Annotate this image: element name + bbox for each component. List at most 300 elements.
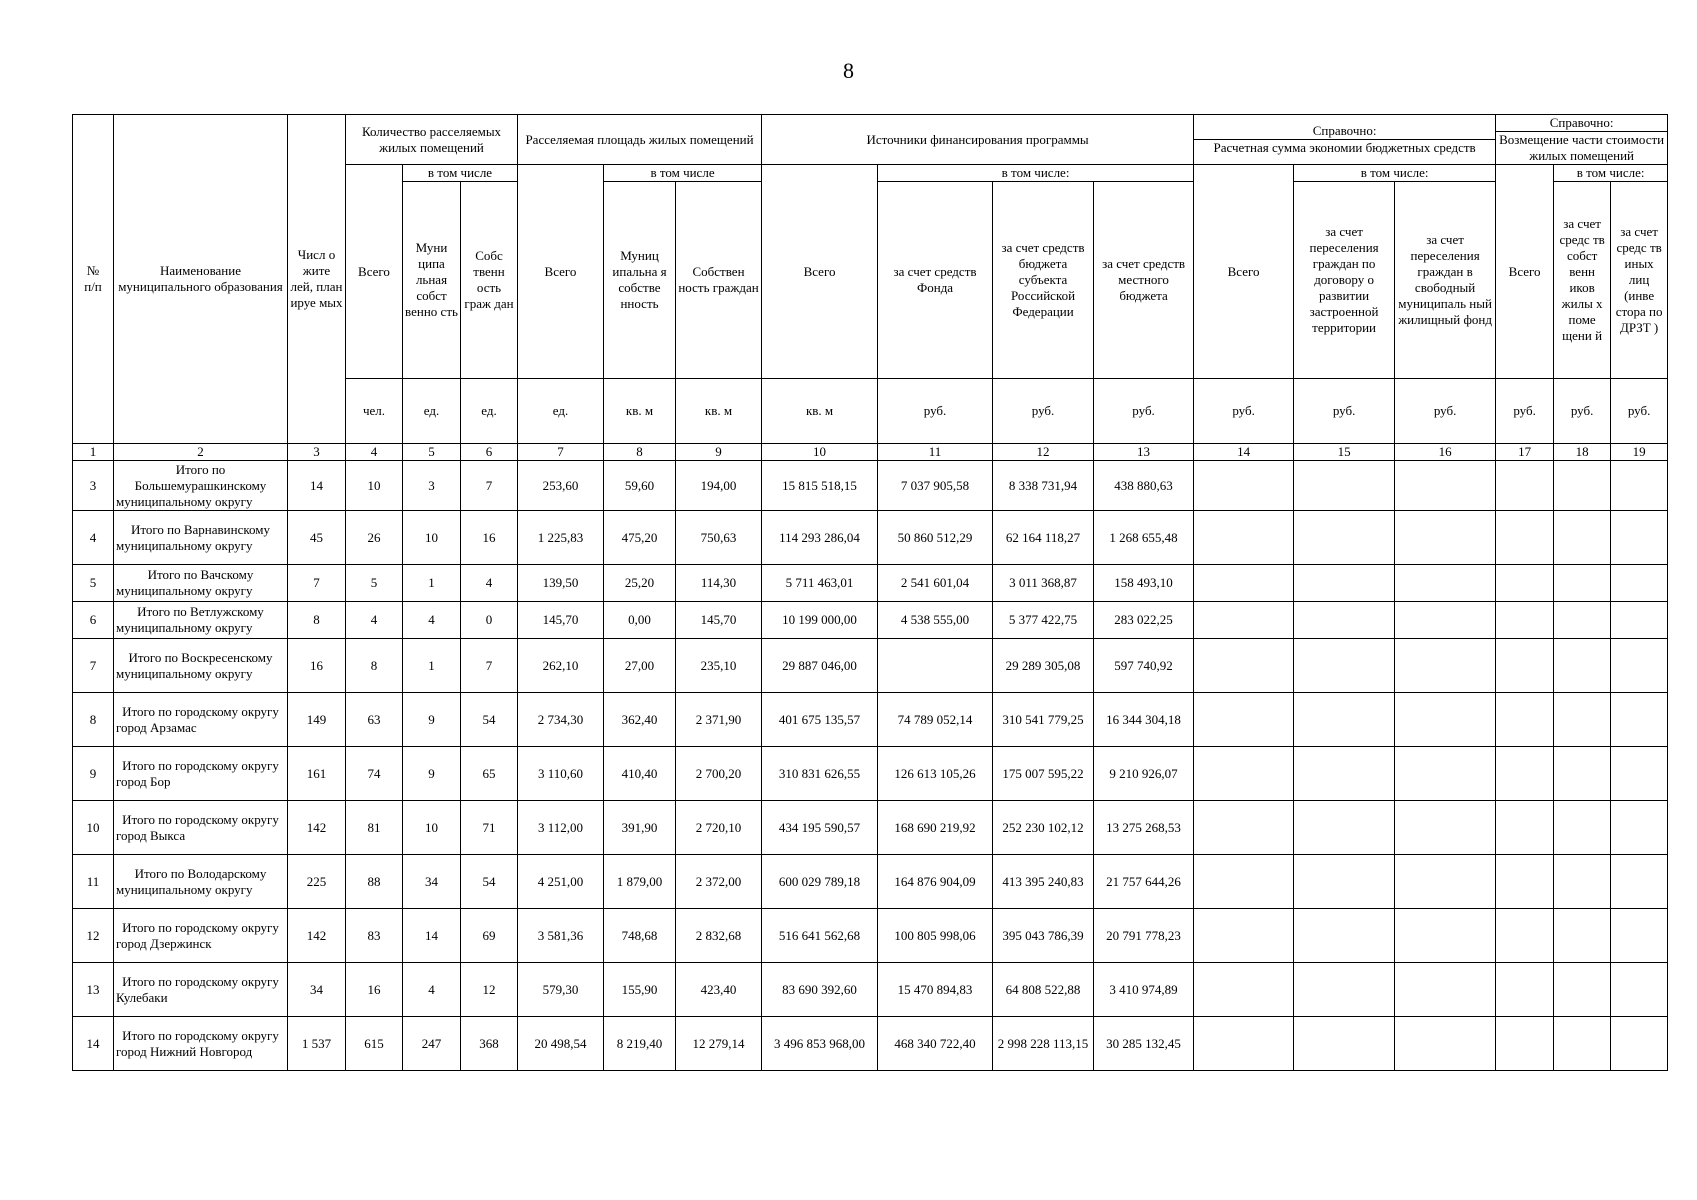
data-cell: 0 xyxy=(461,602,518,639)
data-cell xyxy=(1611,602,1668,639)
municipality-name: Итого по городскому округу город Выкса xyxy=(114,801,288,855)
row-number: 10 xyxy=(73,801,114,855)
data-cell xyxy=(1554,461,1611,511)
unit-cell: руб. xyxy=(1094,379,1194,444)
data-cell xyxy=(1611,461,1668,511)
data-cell: 175 007 595,22 xyxy=(993,747,1094,801)
data-cell xyxy=(1395,801,1496,855)
data-cell xyxy=(1395,511,1496,565)
data-cell: 368 xyxy=(461,1017,518,1071)
data-cell xyxy=(1294,1017,1395,1071)
data-cell xyxy=(1554,801,1611,855)
municipality-name: Итого по Воскресенскому муниципальному округу xyxy=(114,639,288,693)
data-cell: 71 xyxy=(461,801,518,855)
data-cell xyxy=(1294,639,1395,693)
data-cell xyxy=(1554,1017,1611,1071)
data-cell: 88 xyxy=(346,855,403,909)
data-cell: 74 789 052,14 xyxy=(878,693,993,747)
data-cell xyxy=(1395,747,1496,801)
data-cell xyxy=(1395,639,1496,693)
header-financing-group: Источники финансирования программы xyxy=(762,115,1194,165)
data-cell: 579,30 xyxy=(518,963,604,1017)
unit-cell: ед. xyxy=(461,379,518,444)
data-cell: 3 581,36 xyxy=(518,909,604,963)
data-cell xyxy=(1294,963,1395,1017)
data-cell: 3 496 853 968,00 xyxy=(762,1017,878,1071)
data-cell: 142 xyxy=(288,801,346,855)
data-cell: 8 xyxy=(288,602,346,639)
municipality-name: Итого по городскому округу город Нижний Новгород xyxy=(114,1017,288,1071)
data-cell: 5 711 463,01 xyxy=(762,565,878,602)
data-cell: 64 808 522,88 xyxy=(993,963,1094,1017)
header-area-group: Расселяемая площадь жилых помещений xyxy=(518,115,762,165)
unit-cell: кв. м xyxy=(676,379,762,444)
header-ref1-total: Всего xyxy=(1194,165,1294,379)
header-fin-total: Всего xyxy=(762,165,878,379)
data-cell xyxy=(1395,1017,1496,1071)
data-cell: 164 876 904,09 xyxy=(878,855,993,909)
unit-cell: руб. xyxy=(1611,379,1668,444)
data-cell xyxy=(1611,693,1668,747)
data-cell: 16 344 304,18 xyxy=(1094,693,1194,747)
data-cell: 1 225,83 xyxy=(518,511,604,565)
header-area-municipal: Муниц ипальна я собстве нность xyxy=(604,182,676,379)
data-cell: 29 289 305,08 xyxy=(993,639,1094,693)
data-cell xyxy=(1194,693,1294,747)
column-index-cell: 11 xyxy=(878,444,993,461)
data-cell: 145,70 xyxy=(518,602,604,639)
data-cell: 2 998 228 113,15 xyxy=(993,1017,1094,1071)
data-cell: 63 xyxy=(346,693,403,747)
header-qty-citizens: Собс твенн ость граж дан xyxy=(461,182,518,379)
reference-savings-title: Расчетная сумма экономии бюджетных средств xyxy=(1213,140,1476,155)
municipality-name: Итого по Варнавинскому муниципальному округу xyxy=(114,511,288,565)
column-index-cell: 1 xyxy=(73,444,114,461)
data-cell xyxy=(878,639,993,693)
data-cell: 100 805 998,06 xyxy=(878,909,993,963)
row-number: 5 xyxy=(73,565,114,602)
row-number: 9 xyxy=(73,747,114,801)
data-cell: 10 xyxy=(403,511,461,565)
data-cell: 74 xyxy=(346,747,403,801)
table-row xyxy=(73,693,1668,747)
data-cell: 8 219,40 xyxy=(604,1017,676,1071)
row-number: 11 xyxy=(73,855,114,909)
data-cell: 748,68 xyxy=(604,909,676,963)
data-cell: 26 xyxy=(346,511,403,565)
data-cell: 114,30 xyxy=(676,565,762,602)
data-cell xyxy=(1554,693,1611,747)
data-cell xyxy=(1496,963,1554,1017)
page-number: 8 xyxy=(843,58,854,83)
header-ref2-total: Всего xyxy=(1496,165,1554,379)
data-cell: 50 860 512,29 xyxy=(878,511,993,565)
header-fin-fund: за счет средств Фонда xyxy=(878,182,993,379)
data-cell xyxy=(1611,639,1668,693)
data-cell: 3 112,00 xyxy=(518,801,604,855)
data-cell: 1 537 xyxy=(288,1017,346,1071)
data-cell xyxy=(1194,855,1294,909)
data-cell: 83 xyxy=(346,909,403,963)
data-cell xyxy=(1496,693,1554,747)
municipality-name: Итого по Володарскому муниципальному округу xyxy=(114,855,288,909)
table-row xyxy=(73,747,1668,801)
data-cell: 597 740,92 xyxy=(1094,639,1194,693)
data-cell xyxy=(1395,461,1496,511)
column-index-cell: 7 xyxy=(518,444,604,461)
data-cell xyxy=(1294,909,1395,963)
unit-cell: руб. xyxy=(878,379,993,444)
data-cell: 1 xyxy=(403,565,461,602)
data-cell: 114 293 286,04 xyxy=(762,511,878,565)
unit-cell: ед. xyxy=(518,379,604,444)
data-cell xyxy=(1294,602,1395,639)
data-cell: 283 022,25 xyxy=(1094,602,1194,639)
data-cell: 750,63 xyxy=(676,511,762,565)
data-cell: 45 xyxy=(288,511,346,565)
data-cell xyxy=(1194,639,1294,693)
data-cell xyxy=(1194,801,1294,855)
data-cell xyxy=(1611,565,1668,602)
table-row xyxy=(73,639,1668,693)
data-cell: 2 371,90 xyxy=(676,693,762,747)
data-cell xyxy=(1554,511,1611,565)
data-cell xyxy=(1496,909,1554,963)
data-cell: 16 xyxy=(461,511,518,565)
data-cell: 14 xyxy=(403,909,461,963)
data-cell xyxy=(1194,565,1294,602)
row-number: 4 xyxy=(73,511,114,565)
data-cell: 54 xyxy=(461,693,518,747)
data-cell: 65 xyxy=(461,747,518,801)
row-number: 13 xyxy=(73,963,114,1017)
row-number: 6 xyxy=(73,602,114,639)
data-cell: 168 690 219,92 xyxy=(878,801,993,855)
data-cell xyxy=(1611,1017,1668,1071)
unit-cell: чел. xyxy=(346,379,403,444)
data-cell xyxy=(1554,565,1611,602)
data-cell: 12 279,14 xyxy=(676,1017,762,1071)
column-index-cell: 19 xyxy=(1611,444,1668,461)
data-cell: 3 011 368,87 xyxy=(993,565,1094,602)
data-cell: 15 470 894,83 xyxy=(878,963,993,1017)
data-cell: 247 xyxy=(403,1017,461,1071)
municipality-name: Итого по городскому округу город Бор xyxy=(114,747,288,801)
unit-cell: руб. xyxy=(1554,379,1611,444)
data-cell xyxy=(1294,511,1395,565)
table-row xyxy=(73,963,1668,1017)
column-index-cell: 12 xyxy=(993,444,1094,461)
header-fin-subject: за счет средств бюджета субъекта Российской Федерации xyxy=(993,182,1094,379)
row-number: 12 xyxy=(73,909,114,963)
data-cell: 9 xyxy=(403,693,461,747)
column-index-row xyxy=(73,444,1668,461)
column-index-cell: 17 xyxy=(1496,444,1554,461)
header-qty-total: Всего xyxy=(346,165,403,379)
unit-cell: руб. xyxy=(993,379,1094,444)
header-reference-compensation xyxy=(1496,115,1668,165)
data-cell: 600 029 789,18 xyxy=(762,855,878,909)
data-cell xyxy=(1395,855,1496,909)
data-cell xyxy=(1554,639,1611,693)
unit-cell: ед. xyxy=(403,379,461,444)
data-cell: 2 700,20 xyxy=(676,747,762,801)
data-cell: 2 372,00 xyxy=(676,855,762,909)
data-cell: 235,10 xyxy=(676,639,762,693)
data-cell: 194,00 xyxy=(676,461,762,511)
column-index-cell: 5 xyxy=(403,444,461,461)
column-index-cell: 6 xyxy=(461,444,518,461)
table-row xyxy=(73,565,1668,602)
data-cell: 391,90 xyxy=(604,801,676,855)
header-name: Наименование муниципального образования xyxy=(114,115,288,444)
data-cell: 20 498,54 xyxy=(518,1017,604,1071)
data-cell xyxy=(1395,693,1496,747)
header-area-citizens: Собствен ность граждан xyxy=(676,182,762,379)
header-ref2-owners: за счет средс тв собст венн иков жилы х поме щени й xyxy=(1554,182,1611,379)
data-cell xyxy=(1194,1017,1294,1071)
column-index-cell: 4 xyxy=(346,444,403,461)
data-cell: 62 164 118,27 xyxy=(993,511,1094,565)
header-num: № п/п xyxy=(73,115,114,444)
data-cell: 615 xyxy=(346,1017,403,1071)
data-cell: 4 xyxy=(403,963,461,1017)
data-cell: 5 xyxy=(346,565,403,602)
data-cell: 9 210 926,07 xyxy=(1094,747,1194,801)
data-cell: 401 675 135,57 xyxy=(762,693,878,747)
data-cell xyxy=(1294,747,1395,801)
header-qty-in-that: в том числе xyxy=(403,165,518,182)
unit-cell: руб. xyxy=(1194,379,1294,444)
data-cell xyxy=(1496,511,1554,565)
row-number: 7 xyxy=(73,639,114,693)
data-cell xyxy=(1194,909,1294,963)
data-cell: 8 xyxy=(346,639,403,693)
data-cell xyxy=(1611,511,1668,565)
data-cell: 4 538 555,00 xyxy=(878,602,993,639)
data-cell: 310 831 626,55 xyxy=(762,747,878,801)
unit-cell: кв. м xyxy=(604,379,676,444)
row-number: 8 xyxy=(73,693,114,747)
header-qty-group: Количество расселяемых жилых помещений xyxy=(346,115,518,165)
data-cell: 2 541 601,04 xyxy=(878,565,993,602)
header-ref1-development: за счет переселения граждан по договору о развитии застроенной территории xyxy=(1294,182,1395,379)
data-cell: 2 734,30 xyxy=(518,693,604,747)
data-cell: 30 285 132,45 xyxy=(1094,1017,1194,1071)
data-cell: 9 xyxy=(403,747,461,801)
municipality-name: Итого по Вачскому муниципальному округу xyxy=(114,565,288,602)
data-cell: 4 251,00 xyxy=(518,855,604,909)
unit-cell: руб. xyxy=(1496,379,1554,444)
table-row xyxy=(73,801,1668,855)
data-cell: 142 xyxy=(288,909,346,963)
data-cell: 438 880,63 xyxy=(1094,461,1194,511)
table-row xyxy=(73,461,1668,511)
table-row xyxy=(73,909,1668,963)
data-cell: 2 720,10 xyxy=(676,801,762,855)
data-cell: 1 879,00 xyxy=(604,855,676,909)
data-cell: 21 757 644,26 xyxy=(1094,855,1194,909)
municipality-name: Итого по Ветлужскому муниципальному округу xyxy=(114,602,288,639)
header-residents: Числ о жите лей, план ируе мых xyxy=(288,115,346,444)
table-row xyxy=(73,855,1668,909)
data-cell xyxy=(1554,747,1611,801)
data-cell xyxy=(1496,639,1554,693)
data-cell xyxy=(1611,855,1668,909)
header-ref2-in-that: в том числе: xyxy=(1554,165,1668,182)
column-index-cell: 3 xyxy=(288,444,346,461)
data-cell: 161 xyxy=(288,747,346,801)
data-cell xyxy=(1496,855,1554,909)
data-cell: 54 xyxy=(461,855,518,909)
data-cell: 468 340 722,40 xyxy=(878,1017,993,1071)
data-cell xyxy=(1294,461,1395,511)
municipality-name: Итого по Большемурашкинскому муниципальному округу xyxy=(114,461,288,511)
column-index-cell: 18 xyxy=(1554,444,1611,461)
data-cell: 10 199 000,00 xyxy=(762,602,878,639)
data-cell: 225 xyxy=(288,855,346,909)
data-cell xyxy=(1395,963,1496,1017)
data-cell: 13 275 268,53 xyxy=(1094,801,1194,855)
data-cell: 0,00 xyxy=(604,602,676,639)
data-cell: 155,90 xyxy=(604,963,676,1017)
data-cell xyxy=(1194,461,1294,511)
table-row xyxy=(73,602,1668,639)
data-cell: 59,60 xyxy=(604,461,676,511)
data-cell: 362,40 xyxy=(604,693,676,747)
data-cell: 16 xyxy=(288,639,346,693)
data-cell xyxy=(1194,602,1294,639)
data-cell xyxy=(1194,747,1294,801)
table-row xyxy=(73,511,1668,565)
data-cell: 3 110,60 xyxy=(518,747,604,801)
data-cell xyxy=(1496,602,1554,639)
data-cell: 423,40 xyxy=(676,963,762,1017)
column-index-cell: 8 xyxy=(604,444,676,461)
data-cell xyxy=(1496,565,1554,602)
data-cell: 126 613 105,26 xyxy=(878,747,993,801)
data-cell xyxy=(1395,909,1496,963)
data-cell: 145,70 xyxy=(676,602,762,639)
data-cell: 27,00 xyxy=(604,639,676,693)
data-cell: 5 377 422,75 xyxy=(993,602,1094,639)
data-cell: 7 xyxy=(461,461,518,511)
data-cell: 69 xyxy=(461,909,518,963)
data-cell xyxy=(1294,855,1395,909)
data-cell: 16 xyxy=(346,963,403,1017)
data-cell xyxy=(1554,855,1611,909)
data-cell: 10 xyxy=(346,461,403,511)
data-cell xyxy=(1294,693,1395,747)
data-cell: 8 338 731,94 xyxy=(993,461,1094,511)
column-index-cell: 2 xyxy=(114,444,288,461)
data-cell xyxy=(1194,511,1294,565)
data-cell xyxy=(1611,801,1668,855)
data-cell: 25,20 xyxy=(604,565,676,602)
data-cell xyxy=(1554,963,1611,1017)
data-cell xyxy=(1496,801,1554,855)
resettlement-table xyxy=(72,114,1668,1071)
municipality-name: Итого по городскому округу город Дзержинск xyxy=(114,909,288,963)
data-cell xyxy=(1294,565,1395,602)
data-cell xyxy=(1194,963,1294,1017)
data-cell xyxy=(1554,602,1611,639)
data-cell: 139,50 xyxy=(518,565,604,602)
column-index-cell: 9 xyxy=(676,444,762,461)
data-cell: 149 xyxy=(288,693,346,747)
column-index-cell: 10 xyxy=(762,444,878,461)
data-cell: 83 690 392,60 xyxy=(762,963,878,1017)
unit-cell: руб. xyxy=(1294,379,1395,444)
data-cell: 3 410 974,89 xyxy=(1094,963,1194,1017)
data-cell: 1 268 655,48 xyxy=(1094,511,1194,565)
column-index-cell: 15 xyxy=(1294,444,1395,461)
header-reference-savings xyxy=(1194,115,1496,165)
data-cell: 1 xyxy=(403,639,461,693)
reference-compensation-title: Возмещение части стоимости жилых помещений xyxy=(1499,132,1665,163)
data-cell: 29 887 046,00 xyxy=(762,639,878,693)
data-cell: 81 xyxy=(346,801,403,855)
data-cell: 475,20 xyxy=(604,511,676,565)
reference-label: Справочно: xyxy=(1194,123,1495,140)
data-cell: 395 043 786,39 xyxy=(993,909,1094,963)
data-cell: 34 xyxy=(403,855,461,909)
row-number: 3 xyxy=(73,461,114,511)
header-area-total: Всего xyxy=(518,165,604,379)
header-ref2-other: за счет средс тв иных лиц (инве стора по ДРЗТ ) xyxy=(1611,182,1668,379)
data-cell: 4 xyxy=(403,602,461,639)
municipality-name: Итого по городскому округу город Арзамас xyxy=(114,693,288,747)
data-cell: 2 832,68 xyxy=(676,909,762,963)
header-ref1-free-fund: за счет переселения граждан в свободный муниципаль ный жилищный фонд xyxy=(1395,182,1496,379)
unit-cell: руб. xyxy=(1395,379,1496,444)
header-ref1-in-that: в том числе: xyxy=(1294,165,1496,182)
row-number: 14 xyxy=(73,1017,114,1071)
header-area-in-that: в том числе xyxy=(604,165,762,182)
data-cell: 14 xyxy=(288,461,346,511)
reference-label: Справочно: xyxy=(1496,115,1667,132)
data-cell: 4 xyxy=(461,565,518,602)
column-index-cell: 13 xyxy=(1094,444,1194,461)
data-cell xyxy=(1395,565,1496,602)
data-cell: 20 791 778,23 xyxy=(1094,909,1194,963)
data-cell xyxy=(1554,909,1611,963)
data-cell xyxy=(1611,963,1668,1017)
header-qty-municipal: Муни ципа льная собст венно сть xyxy=(403,182,461,379)
data-cell: 12 xyxy=(461,963,518,1017)
unit-cell: кв. м xyxy=(762,379,878,444)
data-cell xyxy=(1496,461,1554,511)
data-cell: 4 xyxy=(346,602,403,639)
table-body xyxy=(73,461,1668,1071)
data-cell: 252 230 102,12 xyxy=(993,801,1094,855)
data-cell: 410,40 xyxy=(604,747,676,801)
data-cell: 15 815 518,15 xyxy=(762,461,878,511)
data-cell: 7 xyxy=(461,639,518,693)
data-cell: 310 541 779,25 xyxy=(993,693,1094,747)
data-cell: 158 493,10 xyxy=(1094,565,1194,602)
column-index-cell: 14 xyxy=(1194,444,1294,461)
data-cell: 516 641 562,68 xyxy=(762,909,878,963)
header-fin-in-that: в том числе: xyxy=(878,165,1194,182)
municipality-name: Итого по городскому округу Кулебаки xyxy=(114,963,288,1017)
data-cell: 34 xyxy=(288,963,346,1017)
data-cell xyxy=(1496,747,1554,801)
data-cell: 10 xyxy=(403,801,461,855)
data-cell: 413 395 240,83 xyxy=(993,855,1094,909)
data-cell: 262,10 xyxy=(518,639,604,693)
data-cell: 7 037 905,58 xyxy=(878,461,993,511)
